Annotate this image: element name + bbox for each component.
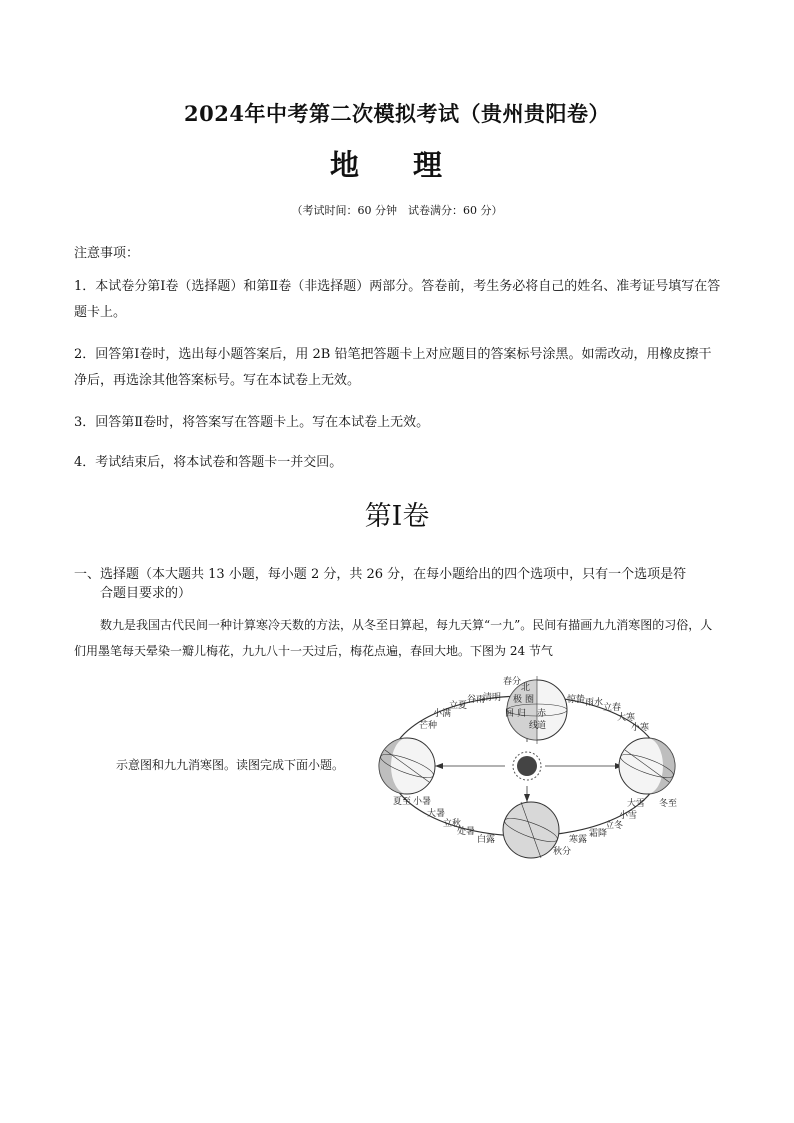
term-label: 谷雨 — [467, 695, 486, 705]
term-label: 立冬 — [605, 821, 624, 831]
term-label: 芒种 — [419, 721, 438, 731]
term-spring-equinox: 春分 — [503, 677, 522, 687]
globe-label: 赤 — [537, 709, 547, 719]
term-label: 小暑 — [413, 797, 432, 807]
term-winter-solstice: 冬至 — [659, 799, 678, 809]
subject-title: 地 理 — [329, 148, 465, 182]
term-label: 清明 — [483, 693, 502, 703]
term-label: 处暑 — [457, 827, 476, 837]
sun-icon — [513, 752, 541, 780]
term-label: 雨水 — [585, 698, 604, 708]
term-label: 立秋 — [443, 819, 462, 829]
notice-item: 3．回答第Ⅱ卷时，将答案写在答题卡上。写在本试卷上无效。 — [74, 415, 430, 430]
exam-title: 2024年中考第二次模拟考试（贵州贵阳卷） — [184, 101, 610, 126]
term-label: 惊蛰 — [567, 695, 586, 705]
term-autumn-equinox: 秋分 — [553, 847, 572, 857]
term-label: 大寒 — [617, 713, 636, 723]
globe-label: 线 — [529, 721, 539, 731]
globe-label: 极 — [513, 695, 523, 705]
term-label: 寒露 — [569, 835, 588, 845]
globe-label: 道 — [537, 721, 547, 731]
term-label: 白露 — [477, 835, 496, 845]
passage-paragraph-end: 示意图和九九消寒图。读图完成下面小题。 — [116, 758, 345, 772]
term-label: 立春 — [603, 703, 622, 713]
solar-terms-diagram — [355, 672, 685, 862]
globe-label: 回 — [505, 709, 515, 719]
earth-globe-winter-icon — [618, 738, 675, 794]
earth-globe-autumn-icon — [502, 802, 559, 858]
term-label: 立夏 — [449, 701, 468, 711]
exam-info: （考试时间：60 分钟 试卷满分：60 分） — [291, 204, 503, 217]
term-label: 小雪 — [619, 811, 638, 821]
term-label: 小寒 — [631, 723, 650, 733]
term-label: 大暑 — [427, 809, 446, 819]
globe-label: 归 — [517, 709, 527, 719]
section-heading-line1: 一、选择题（本大题共 13 小题，每小题 2 分，共 26 分，在每小题给出的四个选项中，只有一个选项是符 — [74, 567, 687, 582]
earth-globe-summer-icon — [378, 738, 435, 794]
globe-label: 圈 — [525, 695, 535, 705]
section-heading — [74, 565, 724, 603]
passage-paragraph: 数九是我国古代民间一种计算寒冷天数的方法，从冬至日算起，每九天算“一九”。民间有描画九九消寒图的习俗，人们用墨笔每天晕染一瓣儿梅花，九九八十一天过后，梅花点遍，春回大地。下图为 24 节气 — [74, 618, 713, 658]
notice-item: 2．回答第Ⅰ卷时，选出每小题答案后，用 2B 铅笔把答题卡上对应题目的答案标号涂黑。如需改动，用橡皮擦干净后，再选涂其他答案标号。写在本试卷上无效。 — [74, 347, 712, 388]
globe-label: 北 — [521, 683, 531, 693]
notice-item: 1．本试卷分第Ⅰ卷（选择题）和第Ⅱ卷（非选择题）两部分。答卷前，考生务必将自己的姓名、准考证号填写在答题卡上。 — [74, 279, 721, 320]
term-label: 小满 — [433, 709, 452, 719]
term-label: 霜降 — [589, 829, 608, 839]
term-label: 大雪 — [627, 799, 646, 809]
notice-item: 4．考试结束后，将本试卷和答题卡一并交回。 — [74, 455, 343, 470]
term-summer-solstice: 夏至 — [393, 797, 412, 807]
notice-heading: 注意事项： — [74, 246, 140, 261]
section-heading-line2: 合题目要求的） — [100, 586, 192, 601]
volume-title: 第Ⅰ卷 — [364, 501, 430, 532]
